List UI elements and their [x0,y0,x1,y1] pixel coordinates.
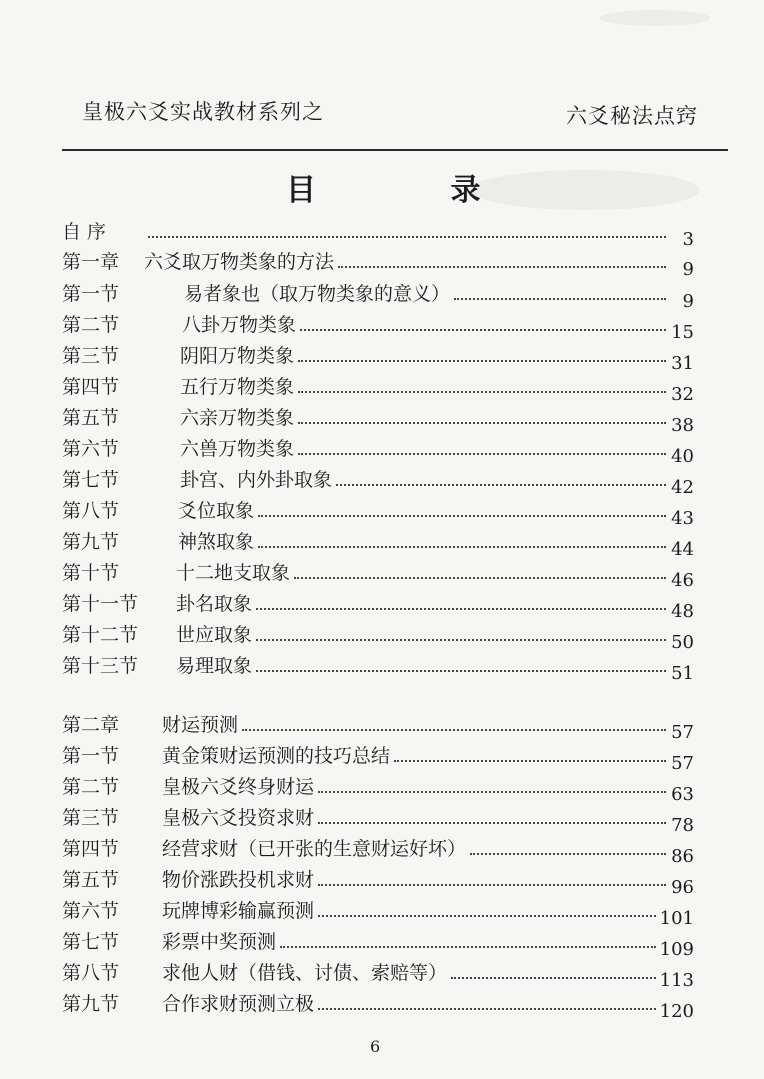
toc-entry-label: 第七节 [62,931,120,953]
dot-leader [256,619,666,641]
toc-entry-text: 卦宫、内外卦取象 [180,469,333,491]
toc-entry [62,893,694,929]
toc-entry-label: 第十节 [62,562,120,584]
toc-entry-text: 五行万物类象 [180,376,295,398]
toc-entry-text: 经营求财（已开张的生意财运好坏） [162,838,467,860]
toc-entry-text: 易者象也（取万物类象的意义） [184,283,451,305]
toc-entry-label: 第一节 [62,283,120,305]
dot-leader [470,833,666,855]
dot-leader [298,340,666,362]
toc-entry-page: 109 [659,939,694,960]
toc-entry-label: 第九节 [62,993,120,1015]
dot-leader [298,433,666,455]
toc-entry-text: 卦名取象 [176,593,253,615]
toc-entry [62,738,694,774]
toc-entry-text: 十二地支取象 [176,562,291,584]
toc-entry [62,617,694,653]
toc-entry [62,214,694,250]
toc-entry-text: 世应取象 [176,624,253,646]
toc-entry [62,555,694,591]
toc-entry-page: 101 [659,908,694,929]
toc-entry-text: 玩牌博彩输赢预测 [162,900,315,922]
toc-entry-page: 86 [671,846,694,867]
toc-entry-page: 57 [671,722,694,743]
dot-leader [258,526,666,548]
toc-entry [62,244,694,280]
dot-leader [318,802,666,824]
toc-entry-text: 彩票中奖预测 [162,931,277,953]
toc-entry-page: 40 [671,446,694,467]
dot-leader [242,709,666,731]
toc-entry [62,800,694,836]
toc-entry-page: 48 [671,601,694,622]
dot-leader [338,246,666,268]
dot-leader [451,957,656,979]
toc-entry-label: 第八节 [62,500,120,522]
toc-entry-label: 第十二节 [62,624,139,646]
toc-entry [62,586,694,622]
toc-entry-text: 易理取象 [176,655,253,677]
toc-entry-text: 合作求财预测立极 [162,993,315,1015]
toc-entry-text: 财运预测 [162,714,239,736]
toc-entry-text: 六亲万物类象 [180,407,295,429]
toc-entry-text: 求他人财（借钱、讨债、索赔等） [162,962,448,984]
toc-entry [62,276,694,312]
scan-smudge [600,10,710,26]
toc-entry [62,524,694,560]
toc-entry-text: 八卦万物类象 [182,314,297,336]
toc-entry [62,955,694,991]
toc-entry-page: 63 [671,784,694,805]
dot-leader [256,588,666,610]
toc-entry [62,707,694,743]
toc-entry [62,831,694,867]
toc-entry-page: 96 [671,877,694,898]
toc-entry-page: 15 [671,322,694,343]
toc-entry-page: 9 [682,291,694,312]
toc-entry-label: 第十一节 [62,593,139,615]
toc-entry-text: 阴阳万物类象 [180,345,295,367]
toc-entry-page: 50 [671,632,694,653]
toc-entry-label: 第一章 [62,251,120,273]
toc-entry [62,400,694,436]
dot-leader [148,216,666,238]
toc-entry [62,307,694,343]
toc-entry-label: 第四节 [62,838,120,860]
toc-entry-page: 38 [671,415,694,436]
toc-entry [62,462,694,498]
toc-entry-label: 第四节 [62,376,120,398]
toc-entry-label: 第三节 [62,345,120,367]
dot-leader [318,864,666,886]
toc-entry-page: 57 [671,753,694,774]
toc-entry-text: 六爻取万物类象的方法 [144,251,335,273]
page-number: 6 [370,1037,381,1056]
toc-entry-label: 第一节 [62,745,120,767]
dot-leader [298,371,666,393]
toc-entry-label: 第三节 [62,807,120,829]
toc-entry [62,493,694,529]
dot-leader [454,278,666,300]
toc-entry-page: 9 [682,259,694,280]
toc-entry-page: 3 [682,229,694,250]
header-divider [62,149,728,151]
toc-entry [62,769,694,805]
toc-entry-page: 42 [671,477,694,498]
dot-leader [300,309,666,331]
toc-entry [62,431,694,467]
toc-entry [62,648,694,684]
toc-entry-label: 第七节 [62,469,120,491]
dot-leader [280,926,656,948]
toc-entry-page: 44 [671,539,694,560]
toc-entry [62,986,694,1022]
toc-entry [62,338,694,374]
toc-entry-label: 第九节 [62,531,120,553]
toc-entry-page: 43 [671,508,694,529]
toc-entry-label: 第二节 [62,776,120,798]
toc-entry [62,924,694,960]
series-title: 皇极六爻实战教材系列之 [82,100,324,124]
toc-entry [62,369,694,405]
toc-entry-page: 120 [659,1001,694,1022]
toc-entry-page: 113 [659,970,694,991]
toc-entry-text: 皇极六爻终身财运 [162,776,315,798]
dot-leader [318,771,666,793]
dot-leader [394,740,666,762]
toc-entry-label: 第六节 [62,438,120,460]
toc-entry-text: 爻位取象 [178,500,255,522]
toc-entry-page: 31 [671,353,694,374]
toc-entry-label: 第八节 [62,962,120,984]
toc-entry-label: 第五节 [62,407,120,429]
toc-entry-label: 自 序 [62,221,107,243]
dot-leader [318,895,656,917]
toc-entry-text: 皇极六爻投资求财 [162,807,315,829]
dot-leader [336,464,666,486]
book-title: 六爻秘法点窍 [566,104,698,128]
dot-leader [258,495,666,517]
toc-entry-label: 第五节 [62,869,120,891]
toc-entry-text: 神煞取象 [178,531,255,553]
toc-entry-label: 第十三节 [62,655,139,677]
toc-entry-page: 78 [671,815,694,836]
toc-entry-label: 第二节 [62,314,120,336]
toc-entry-label: 第六节 [62,900,120,922]
toc-entry [62,862,694,898]
dot-leader [298,402,666,424]
dot-leader [318,988,656,1010]
toc-title: 目 录 [286,173,543,208]
toc-entry-page: 46 [671,570,694,591]
toc-entry-page: 51 [671,663,694,684]
toc-entry-label: 第二章 [62,714,120,736]
toc-entry-text: 物价涨跌投机求财 [162,869,315,891]
dot-leader [256,650,666,672]
toc-entry-text: 黄金策财运预测的技巧总结 [162,745,391,767]
toc-entry-page: 32 [671,384,694,405]
toc-entry-text: 六兽万物类象 [180,438,295,460]
dot-leader [294,557,666,579]
